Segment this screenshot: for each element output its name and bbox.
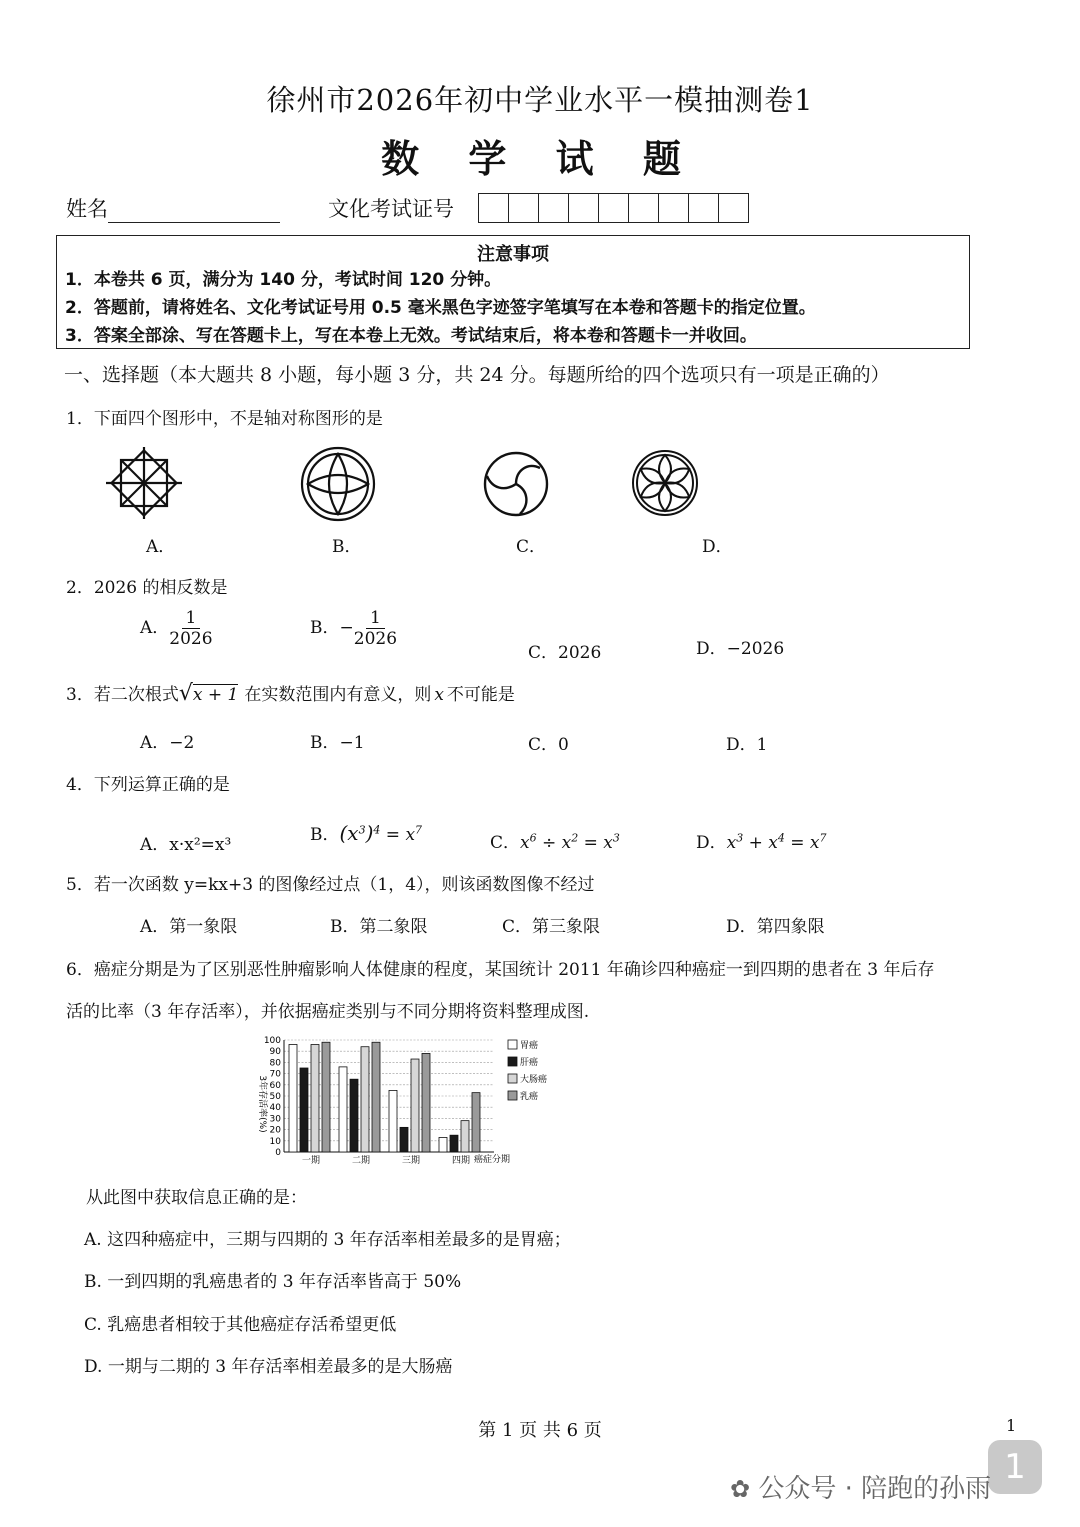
bar-胃癌-四期 [439, 1137, 447, 1152]
id-box[interactable] [599, 194, 629, 222]
q2-b-num: 1 [366, 608, 385, 629]
q2-stem: 2．2026 的相反数是 [66, 578, 228, 598]
bar-乳癌-三期 [422, 1053, 430, 1152]
x-tick-label: 四期 [451, 1156, 471, 1166]
bar-肝癌-二期 [350, 1079, 358, 1152]
y-tick-label: 40 [269, 1103, 281, 1114]
q6-prompt: 从此图中获取信息正确的是： [86, 1188, 307, 1208]
q6-stem-line1: 6．癌症分期是为了区别恶性肿瘤影响人体健康的程度，某国统计 2011 年确诊四种癌症一到四期的患者在 3 年后存 [66, 960, 935, 980]
q1-option-c[interactable]: C． [516, 537, 547, 557]
q4-stem: 4．下列运算正确的是 [66, 775, 230, 795]
bar-肝癌-一期 [300, 1068, 308, 1152]
id-box[interactable] [509, 194, 539, 222]
q4-d-eq: = x [784, 833, 820, 853]
bar-大肠癌-二期 [361, 1047, 369, 1152]
q4-d-x1: x [726, 833, 737, 853]
q4-option-a[interactable]: A．x·x²=x³ [140, 835, 232, 855]
y-tick-label: 70 [269, 1069, 281, 1080]
q4-option-c[interactable] [490, 828, 620, 853]
y-tick-label: 0 [275, 1148, 281, 1158]
id-box[interactable] [629, 194, 659, 222]
id-box[interactable] [539, 194, 569, 222]
id-box[interactable] [479, 194, 509, 222]
legend-swatch [508, 1074, 517, 1083]
figure-b-petal-icon [298, 444, 378, 524]
q2-d-label: D． [696, 639, 727, 659]
q1-stem: 1．下面四个图形中，不是轴对称图形的是 [66, 409, 383, 429]
q4-d-op: + x [743, 833, 778, 853]
figure-c-swirl-icon [482, 450, 550, 518]
legend-swatch [508, 1040, 517, 1049]
y-tick-label: 10 [269, 1136, 281, 1147]
q4-c-e3: 3 [612, 831, 620, 845]
notice-box [56, 235, 970, 349]
q4-c-e1: 6 [529, 831, 537, 845]
section-heading: 一、选择题（本大题共 8 小题，每小题 3 分，共 24 分。每题所给的四个选项只有一项是正确的） [64, 364, 890, 386]
q4-d-e2: 4 [777, 831, 785, 845]
q1-option-a[interactable]: A． [146, 537, 176, 557]
q2-option-c[interactable]: C．2026 [528, 643, 602, 663]
q6-option-c[interactable]: C. 乳癌患者相较于其他癌症存活希望更低 [84, 1315, 397, 1335]
figure-d-flower-icon [630, 448, 700, 518]
q2-b-fraction [354, 608, 397, 649]
bar-大肠癌-三期 [411, 1059, 419, 1152]
bar-乳癌-二期 [372, 1042, 380, 1152]
id-label: 文化考试证号 [328, 197, 454, 221]
legend-label: 大肠癌 [520, 1075, 548, 1085]
id-box[interactable] [719, 194, 748, 222]
q2-option-d[interactable] [696, 634, 784, 659]
q3-option-d[interactable]: D．1 [726, 735, 768, 755]
q4-c-e2: 2 [571, 831, 579, 845]
y-tick-label: 20 [269, 1125, 281, 1136]
q4-option-d[interactable] [696, 828, 827, 853]
y-tick-label: 100 [263, 1036, 281, 1046]
y-tick-label: 60 [269, 1080, 281, 1091]
legend-swatch [508, 1057, 517, 1066]
id-box[interactable] [689, 194, 719, 222]
q3-option-c[interactable]: C．0 [528, 735, 569, 755]
bar-乳癌-四期 [472, 1093, 480, 1152]
q4-b-outer: 4 [373, 823, 381, 837]
legend-label: 乳癌 [520, 1092, 539, 1102]
bar-肝癌-三期 [400, 1127, 408, 1152]
watermark-text: 公众号 · 陪跑的孙雨 [758, 1474, 992, 1504]
q5-option-a[interactable]: A．第一象限 [140, 917, 238, 937]
q1-option-d[interactable]: D． [702, 537, 733, 557]
chart-x-label: 癌症分期 [474, 1155, 511, 1165]
x-tick-label: 一期 [301, 1156, 321, 1166]
y-tick-label: 80 [269, 1058, 281, 1069]
q2-option-b[interactable] [310, 608, 397, 649]
q3-var: x [434, 685, 444, 705]
x-tick-label: 二期 [351, 1156, 371, 1166]
bar-胃癌-二期 [339, 1067, 347, 1152]
sqrt-icon: √ [178, 681, 193, 706]
q3-option-b[interactable]: B．−1 [310, 733, 365, 753]
q4-b-label: B． [310, 825, 340, 845]
q5-option-b[interactable]: B．第二象限 [330, 917, 428, 937]
q3-stem-pre: 3．若二次根式 [66, 685, 179, 705]
q4-d-label: D． [696, 833, 727, 853]
id-box[interactable] [659, 194, 689, 222]
legend-label: 肝癌 [520, 1058, 539, 1068]
chart-legend [508, 1039, 547, 1102]
legend-swatch [508, 1091, 517, 1100]
name-line[interactable] [108, 198, 280, 223]
q4-b-base: (x [339, 821, 359, 845]
bar-肝癌-四期 [450, 1135, 458, 1152]
q4-d-e1: 3 [736, 831, 744, 845]
figure-a-star-icon [104, 446, 186, 522]
survival-rate-chart [250, 1034, 550, 1170]
chart-y-label: 3年存活率(%) [257, 1075, 267, 1133]
name-field[interactable] [66, 193, 280, 223]
q2-a-label: A． [140, 618, 170, 638]
chart-x-ticks [302, 1154, 470, 1166]
page-footer: 第 1 页 共 6 页 [478, 1420, 602, 1441]
bar-乳癌-一期 [322, 1042, 330, 1152]
q4-c-label: C． [490, 833, 521, 853]
watermark-badge: 1 [988, 1440, 1042, 1494]
q6-option-a[interactable]: A. 这四种癌症中，三期与四期的 3 年存活率相差最多的是胃癌； [84, 1230, 571, 1250]
x-tick-label: 三期 [401, 1156, 421, 1166]
q4-b-close: ) [365, 821, 374, 845]
notice-item-2: 2．答题前，请将姓名、文化考试证号用 0.5 毫米黑色字迹签字笔填写在本卷和答题卡的指定位置。 [65, 298, 816, 318]
q4-option-b[interactable] [310, 820, 422, 845]
chart-bars [289, 1042, 480, 1152]
q4-c-eq: = x [578, 833, 613, 853]
y-tick-label: 50 [269, 1092, 281, 1102]
subject-title: 数 学 试 题 [381, 136, 699, 181]
q4-b-res: 7 [415, 823, 423, 837]
q6-stem-line2: 活的比率（3 年存活率），并依据癌症类别与不同分期将资料整理成图. [66, 1002, 590, 1022]
q2-a-num: 1 [182, 608, 201, 629]
q4-d-e3: 7 [819, 831, 827, 845]
q3-stem-post: 在实数范围内有意义，则 [244, 685, 432, 705]
notice-title: 注意事项 [477, 244, 549, 265]
y-tick-label: 30 [269, 1114, 281, 1125]
q5-option-d[interactable]: D．第四象限 [726, 917, 825, 937]
q4-c-x1: x [520, 833, 530, 853]
legend-label: 胃癌 [520, 1041, 539, 1051]
name-label: 姓名 [66, 197, 108, 221]
q6-option-b[interactable]: B. 一到四期的乳癌患者的 3 年存活率皆高于 50% [84, 1272, 462, 1292]
q4-b-inner: 3 [358, 823, 366, 837]
y-tick-label: 90 [269, 1047, 281, 1058]
bar-大肠癌-四期 [461, 1121, 469, 1152]
q5-stem: 5．若一次函数 y=kx+3 的图像经过点（1，4），则该函数图像不经过 [66, 875, 595, 895]
q2-b-sign: − [339, 618, 354, 638]
q1-option-b[interactable]: B． [332, 537, 362, 557]
q3-stem-end: 不可能是 [446, 685, 515, 705]
watermark [730, 1468, 991, 1505]
notice-item-3: 3．答案全部涂、写在答题卡上，写在本卷上无效。考试结束后，将本卷和答题卡一并收回。 [65, 326, 757, 346]
notice-item-1: 1．本卷共 6 页，满分为 140 分，考试时间 120 分钟。 [65, 270, 502, 290]
q3-radicand: x + 1 [192, 685, 239, 705]
q2-a-fraction [169, 608, 212, 649]
q2-d-value: −2026 [726, 639, 785, 659]
q3-option-a[interactable]: A．−2 [140, 733, 195, 753]
id-box[interactable] [569, 194, 599, 222]
q5-option-c[interactable]: C．第三象限 [502, 917, 601, 937]
q6-option-d[interactable]: D. 一期与二期的 3 年存活率相差最多的是大肠癌 [84, 1357, 453, 1377]
wechat-icon: ✿ [730, 1475, 751, 1503]
q2-option-a[interactable] [140, 608, 213, 649]
bar-胃癌-一期 [289, 1044, 297, 1152]
q2-b-label: B． [310, 618, 340, 638]
exam-title: 徐州市2026年初中学业水平一模抽测卷1 [266, 83, 814, 117]
bar-胃癌-三期 [389, 1090, 397, 1152]
page-number: 1 [1006, 1416, 1017, 1435]
q4-b-eq: = x [380, 825, 416, 845]
q2-b-den: 2026 [353, 629, 398, 649]
q4-c-op: ÷ x [536, 833, 572, 853]
bar-大肠癌-一期 [311, 1044, 319, 1152]
q2-a-den: 2026 [169, 629, 213, 649]
q3-stem [66, 680, 515, 706]
id-boxes[interactable] [478, 193, 749, 223]
